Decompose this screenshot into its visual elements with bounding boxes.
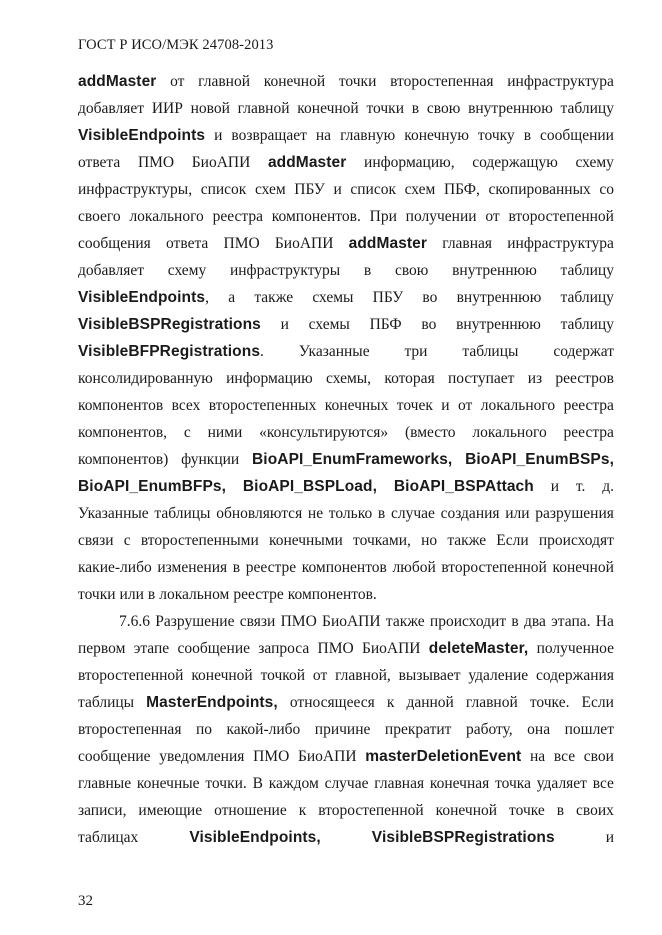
text-line bbox=[78, 500, 614, 527]
api-identifier: addMaster bbox=[267, 154, 347, 171]
word: ПБУ bbox=[372, 289, 404, 306]
word: ответа bbox=[78, 154, 121, 171]
word: конечной bbox=[263, 73, 326, 90]
word: каждом bbox=[268, 775, 319, 792]
word: обновляются bbox=[216, 505, 303, 522]
word: но bbox=[421, 532, 438, 549]
word: второстепенных bbox=[208, 397, 317, 414]
text-line bbox=[78, 365, 614, 392]
word: от bbox=[170, 73, 185, 90]
word: инфраструктуры, bbox=[78, 181, 193, 198]
word: главной bbox=[198, 73, 251, 90]
word: все bbox=[553, 748, 576, 765]
word: Если bbox=[581, 694, 614, 711]
word: точки bbox=[366, 100, 405, 117]
api-identifier: addMaster bbox=[78, 73, 157, 90]
word: ПМО bbox=[137, 154, 175, 171]
api-identifier: VisibleBSPRegistrations bbox=[371, 829, 555, 846]
word: данной bbox=[406, 694, 454, 711]
word: БиоАПИ bbox=[322, 613, 381, 630]
word: которая bbox=[384, 370, 435, 387]
word: внутреннюю bbox=[468, 100, 553, 117]
word: и bbox=[605, 829, 614, 846]
word: При bbox=[369, 208, 397, 225]
word: функции bbox=[181, 451, 240, 468]
word: таблицы bbox=[78, 694, 135, 711]
api-identifier: BioAPI_EnumBFPs, bbox=[78, 478, 227, 495]
word: во bbox=[422, 289, 438, 306]
text-line bbox=[78, 176, 614, 203]
word: или bbox=[119, 586, 144, 603]
word: таблицах bbox=[78, 829, 139, 846]
word: таблицу bbox=[560, 262, 614, 279]
text-line bbox=[78, 473, 614, 500]
word: точкой bbox=[260, 667, 306, 684]
word: конечные bbox=[136, 775, 200, 792]
word: случае bbox=[390, 505, 435, 522]
word: она bbox=[527, 721, 551, 738]
word: конечной bbox=[191, 667, 253, 684]
word: список bbox=[350, 181, 396, 198]
word: компонентов bbox=[301, 559, 387, 576]
word: также bbox=[254, 289, 294, 306]
word: по bbox=[195, 721, 212, 738]
word: связи bbox=[78, 532, 114, 549]
word: БиоАПИ bbox=[191, 154, 251, 171]
api-identifier: BioAPI_BSPLoad, bbox=[242, 478, 378, 495]
word: разрушения bbox=[535, 505, 614, 522]
body-text bbox=[78, 68, 614, 851]
text-line bbox=[78, 581, 614, 608]
word: и bbox=[550, 478, 560, 495]
word: своих bbox=[576, 802, 614, 819]
word: д. bbox=[602, 478, 614, 495]
word: новой bbox=[190, 100, 230, 117]
word: информацию, bbox=[364, 154, 455, 171]
word: конечной bbox=[552, 559, 614, 576]
api-identifier: masterDeletionEvent bbox=[365, 748, 522, 765]
word: и bbox=[214, 127, 223, 144]
word: случае bbox=[324, 775, 369, 792]
text-line bbox=[78, 446, 614, 473]
word: ПМО bbox=[253, 748, 290, 765]
word: схемы, bbox=[326, 370, 372, 387]
word: компонентов, bbox=[78, 424, 168, 441]
word: добавляет bbox=[78, 100, 145, 117]
word: и bbox=[333, 181, 342, 198]
word: скопированных bbox=[488, 181, 591, 198]
word: прекратит bbox=[384, 721, 452, 738]
word: от bbox=[458, 397, 473, 414]
word: конечных bbox=[324, 397, 389, 414]
word: на bbox=[315, 127, 332, 144]
text-line bbox=[78, 284, 614, 311]
word: первом bbox=[78, 640, 126, 657]
word: таблицу bbox=[560, 289, 614, 306]
api-identifier: BioAPI_EnumBSPs, bbox=[465, 451, 614, 468]
word: своего bbox=[78, 208, 121, 225]
word: пошлет bbox=[564, 721, 614, 738]
word: второстепенная bbox=[78, 721, 182, 738]
word: внутреннюю bbox=[456, 316, 541, 333]
word: ПБФ, bbox=[443, 181, 480, 198]
word: второстепенной bbox=[441, 559, 547, 576]
text-line bbox=[78, 419, 614, 446]
word: из bbox=[527, 370, 543, 387]
word: таблицы bbox=[462, 343, 519, 360]
word: схем bbox=[404, 181, 436, 198]
word: реестров bbox=[555, 370, 614, 387]
word: реестра bbox=[212, 208, 263, 225]
text-line bbox=[78, 311, 614, 338]
word: какой-либо bbox=[226, 721, 301, 738]
api-identifier: BioAPI_BSPAttach bbox=[393, 478, 534, 495]
word: локальном bbox=[159, 586, 230, 603]
text-line bbox=[78, 797, 614, 824]
word: свою bbox=[394, 262, 429, 279]
word: конечная bbox=[429, 775, 490, 792]
text-line bbox=[78, 554, 614, 581]
word: конечными bbox=[268, 532, 343, 549]
word: реестра bbox=[563, 424, 614, 441]
word: конечную bbox=[404, 127, 469, 144]
word: главная bbox=[442, 235, 493, 252]
word: инфраструктура bbox=[507, 235, 614, 252]
word: свои bbox=[583, 748, 614, 765]
word: точке. bbox=[529, 694, 570, 711]
word: ПМО bbox=[280, 613, 317, 630]
word: вызывает bbox=[398, 667, 461, 684]
word: или bbox=[505, 505, 530, 522]
word: ними bbox=[207, 424, 243, 441]
api-identifier: VisibleEndpoints, bbox=[78, 289, 210, 306]
api-identifier: MasterEndpoints, bbox=[146, 694, 278, 711]
word: т. bbox=[575, 478, 586, 495]
word: второстепенная bbox=[390, 73, 494, 90]
word: схему bbox=[167, 262, 207, 279]
word: ПБУ bbox=[294, 181, 325, 198]
word: в bbox=[411, 100, 420, 117]
word: связи bbox=[239, 613, 276, 630]
page-number: 32 bbox=[78, 893, 93, 909]
word: локального bbox=[472, 424, 547, 441]
word: в bbox=[232, 559, 241, 576]
word: также bbox=[447, 532, 487, 549]
word: точек bbox=[396, 397, 433, 414]
api-identifier: VisibleEndpoints bbox=[78, 127, 206, 144]
word: второстепенными bbox=[140, 532, 259, 549]
text-line bbox=[78, 662, 614, 689]
word: главные bbox=[78, 775, 132, 792]
word: содержания bbox=[535, 667, 614, 684]
word: и bbox=[441, 397, 450, 414]
word: схемы bbox=[308, 316, 350, 333]
word: от bbox=[312, 667, 328, 684]
word: 7.6.6 bbox=[119, 613, 150, 630]
word: возвращает bbox=[231, 127, 307, 144]
api-identifier: VisibleEndpoints, bbox=[189, 829, 321, 846]
word: таблицу bbox=[560, 100, 614, 117]
word: таблицы bbox=[154, 505, 211, 522]
word: имеющие bbox=[138, 802, 203, 819]
word: схему bbox=[575, 154, 614, 171]
text-line bbox=[78, 824, 614, 851]
text-line bbox=[78, 149, 614, 176]
word: главную bbox=[340, 127, 396, 144]
word: «консультируются» bbox=[259, 424, 389, 441]
word: любой bbox=[392, 559, 436, 576]
word: список bbox=[200, 181, 247, 198]
text-line bbox=[78, 527, 614, 554]
word: всех bbox=[171, 397, 201, 414]
word: этапа. bbox=[551, 613, 591, 630]
text-line bbox=[78, 608, 614, 635]
word: а bbox=[228, 289, 236, 306]
word: ПМО bbox=[223, 235, 260, 252]
word: главной bbox=[465, 694, 518, 711]
api-identifier: BioAPI_EnumFrameworks, bbox=[252, 451, 453, 468]
word: (вместо bbox=[404, 424, 456, 441]
word: ПМО bbox=[317, 640, 354, 657]
running-header: ГОСТ Р ИСО/МЭК 24708-2013 bbox=[78, 37, 274, 53]
word: только bbox=[328, 505, 373, 522]
word: также bbox=[385, 613, 425, 630]
word: три bbox=[404, 343, 428, 360]
word: к bbox=[298, 802, 307, 819]
word: внутреннюю bbox=[456, 289, 542, 306]
word: удаление bbox=[468, 667, 529, 684]
word: работу, bbox=[465, 721, 513, 738]
word: происходят bbox=[538, 532, 614, 549]
word: БиоАПИ bbox=[274, 235, 334, 252]
word: На bbox=[595, 613, 614, 630]
word: точка bbox=[495, 775, 531, 792]
word: изменения bbox=[157, 559, 228, 576]
api-identifier: VisibleBFPRegistrations. bbox=[78, 343, 265, 360]
word: сообщение bbox=[177, 640, 250, 657]
word: компонентов) bbox=[78, 451, 169, 468]
word: реестра bbox=[563, 397, 614, 414]
word: конечной bbox=[297, 100, 359, 117]
word: сообщение bbox=[78, 748, 151, 765]
text-line bbox=[78, 689, 614, 716]
text-line bbox=[78, 392, 614, 419]
word: второстепенной bbox=[78, 667, 184, 684]
api-identifier: deleteMaster, bbox=[428, 640, 529, 657]
text-line bbox=[78, 68, 614, 95]
word: точки bbox=[338, 73, 377, 90]
word: добавляет bbox=[78, 262, 145, 279]
word: свою bbox=[426, 100, 461, 117]
text-line bbox=[78, 122, 614, 149]
word: в bbox=[377, 505, 386, 522]
api-identifier: addMaster bbox=[348, 235, 428, 252]
word: этапе bbox=[133, 640, 170, 657]
word: происходит bbox=[429, 613, 507, 630]
word: локального bbox=[480, 397, 556, 414]
word: локального bbox=[129, 208, 204, 225]
word: главной, bbox=[335, 667, 391, 684]
text-line bbox=[78, 743, 614, 770]
word: второстепенной bbox=[318, 802, 424, 819]
word: ИИР bbox=[151, 100, 183, 117]
word: на bbox=[530, 748, 546, 765]
text-line bbox=[78, 716, 614, 743]
word: относящееся bbox=[289, 694, 375, 711]
text-line bbox=[78, 770, 614, 797]
text-line bbox=[78, 95, 614, 122]
word: Указанные bbox=[78, 505, 149, 522]
word: Если bbox=[496, 532, 529, 549]
word: какие-либо bbox=[78, 559, 152, 576]
word: все bbox=[592, 775, 614, 792]
word: компонентов. bbox=[271, 208, 361, 225]
word: с bbox=[123, 532, 131, 549]
word: компонентов bbox=[78, 397, 164, 414]
word: к bbox=[386, 694, 395, 711]
word: второстепенной bbox=[508, 208, 614, 225]
word: отношение bbox=[214, 802, 287, 819]
word: конечной bbox=[435, 802, 498, 819]
word: точки. bbox=[205, 775, 247, 792]
word: причине bbox=[314, 721, 371, 738]
word: внутреннюю bbox=[452, 262, 537, 279]
word: с bbox=[183, 424, 191, 441]
word: таблицу bbox=[560, 316, 614, 333]
word: точку bbox=[477, 127, 515, 144]
word: два bbox=[523, 613, 546, 630]
word: реестре bbox=[233, 586, 284, 603]
word: БиоАПИ bbox=[297, 748, 357, 765]
word: от bbox=[485, 208, 500, 225]
word: ответа bbox=[166, 235, 209, 252]
word: консолидированную bbox=[78, 370, 213, 387]
word: и bbox=[280, 316, 289, 333]
text-line bbox=[78, 203, 614, 230]
word: поступает bbox=[447, 370, 515, 387]
word: ПБФ bbox=[369, 316, 402, 333]
word: в bbox=[556, 802, 565, 819]
word: полученное bbox=[536, 640, 614, 657]
word: Указанные bbox=[298, 343, 370, 360]
text-line bbox=[78, 257, 614, 284]
api-identifier: VisibleBSPRegistrations bbox=[78, 316, 261, 333]
word: в bbox=[523, 127, 532, 144]
word: уведомления bbox=[159, 748, 245, 765]
word: инфраструктура bbox=[507, 73, 614, 90]
word: БиоАПИ bbox=[361, 640, 421, 657]
text-line bbox=[78, 230, 614, 257]
word: создания bbox=[440, 505, 500, 522]
word: главной bbox=[237, 100, 290, 117]
word: инфраструктуры bbox=[229, 262, 341, 279]
text-line bbox=[78, 635, 614, 662]
word: реестре bbox=[245, 559, 297, 576]
word: информацию bbox=[226, 370, 313, 387]
word: не bbox=[307, 505, 324, 522]
word: со bbox=[599, 181, 614, 198]
word: получении bbox=[405, 208, 477, 225]
word: точки bbox=[78, 586, 116, 603]
word: в bbox=[147, 586, 156, 603]
word: схемы bbox=[312, 289, 354, 306]
word: в bbox=[363, 262, 372, 279]
word: точками, bbox=[353, 532, 411, 549]
word: содержащую bbox=[472, 154, 558, 171]
word: главная bbox=[374, 775, 425, 792]
word: записи, bbox=[78, 802, 127, 819]
word: компонентов. bbox=[287, 586, 377, 603]
word: точке bbox=[509, 802, 545, 819]
word: сообщении bbox=[540, 127, 614, 144]
word: содержат bbox=[553, 343, 614, 360]
word: схем bbox=[254, 181, 286, 198]
word: во bbox=[421, 316, 437, 333]
word: В bbox=[252, 775, 263, 792]
word: в bbox=[511, 613, 519, 630]
word: сообщения bbox=[78, 235, 151, 252]
word: удаляет bbox=[536, 775, 587, 792]
text-line bbox=[78, 338, 614, 365]
word: запроса bbox=[258, 640, 310, 657]
word: Разрушение bbox=[155, 613, 235, 630]
